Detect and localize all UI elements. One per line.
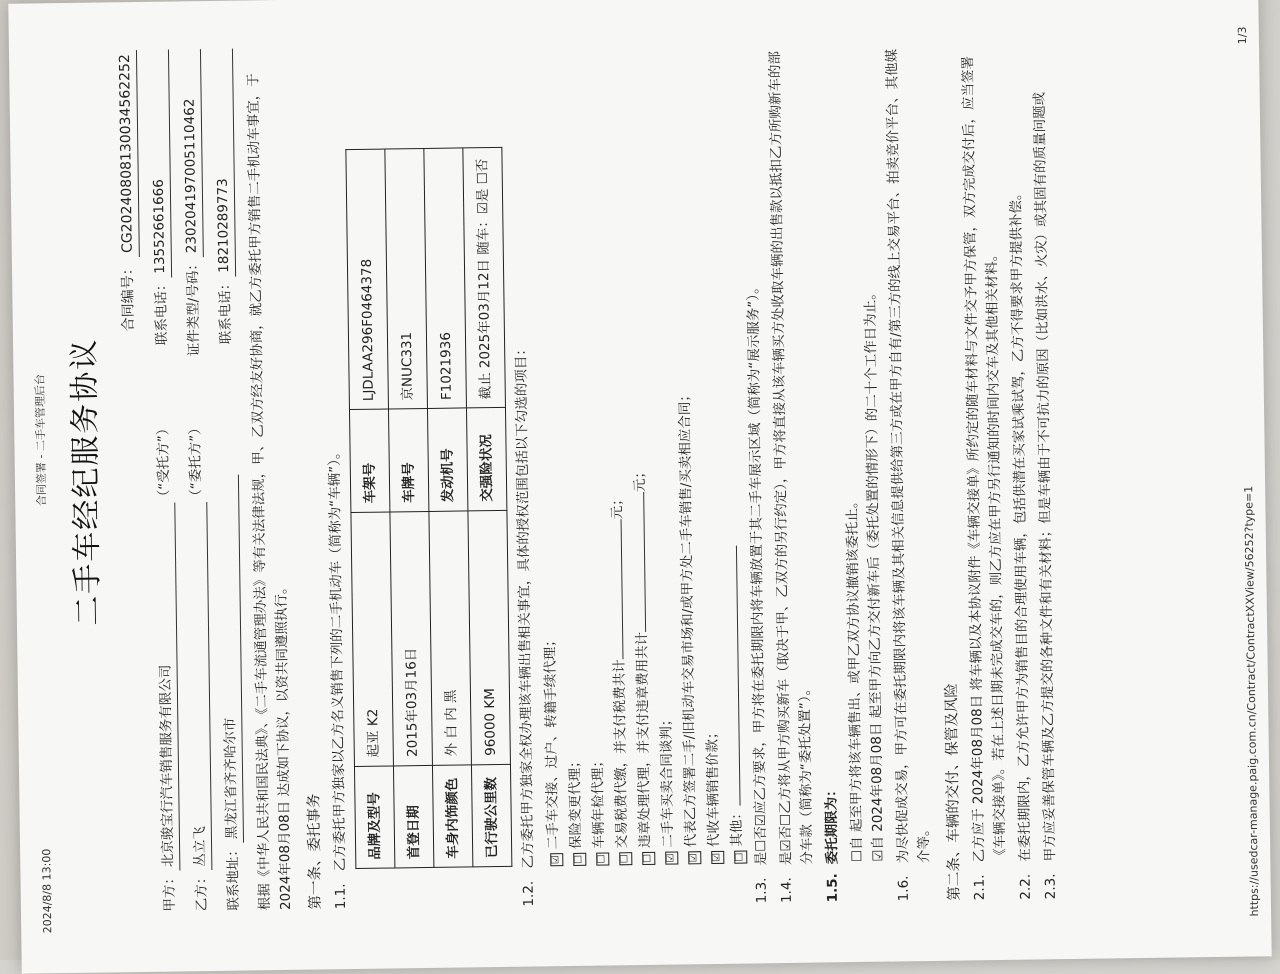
print-header	[27, 31, 57, 933]
table-row: 品牌及型号 起亚 K2 车架号 LJDLAA296F0464378	[346, 149, 395, 868]
table-row: 已行驶公里数 96000 KM 交强险状况 截止 2025年03月12日 随车：☑是 ☐否	[463, 147, 512, 866]
contract-page	[8, 0, 1271, 974]
clause-2-2: 2.2. 在委托期限内，乙方允许甲方为销售目的合理使用车辆，包括供潜在买家试乘试驾，乙方不得要求甲方提供补偿。	[1008, 186, 1035, 900]
party-a-row: 甲方： 北京骏宝行汽车销售服务有限公司 （“受托方”） 联系电话： 13552661666	[147, 50, 181, 912]
option-item: ☐交易税费代缴，并支付税费共计元；	[601, 43, 633, 865]
option-list	[532, 42, 748, 907]
clause-2-3: 2.3. 甲方应妥善保管车辆及乙方提交的各种文件和有关材料；但是车辆由于不可抗力的原因（比如洪水、火灾）或其固有的质量问题或	[1031, 91, 1059, 900]
option-item: ☐违章处理代理，并支付违章费用共计元；	[624, 43, 656, 865]
party-a-phone: 13552661666	[147, 50, 172, 278]
option-item: ☐保险变更代理；	[555, 44, 587, 866]
table-row: 首登日期 2015年03月16日 车牌号 京NUC331	[385, 148, 434, 867]
clause-1-6: 1.6. 为尽快促成交易，甲方可在委托期限内将该车辆及其相关信息提供给第三方或在甲方自有/第三方的线上交易平台、拍卖竞价平台、其他媒介等。	[883, 48, 933, 902]
vehicle-info-table	[346, 147, 513, 869]
checkbox: ☐	[573, 853, 586, 866]
checkbox: ☑	[665, 852, 678, 865]
option-item: ☑二手车买卖合同谈判；	[647, 43, 679, 865]
print-site-title: 合同签署 - 二手车管理后台	[33, 373, 49, 507]
checkbox: ☐	[734, 851, 747, 864]
party-b-id: 230204197005110462	[179, 49, 204, 257]
address-row: 联系地址： 黑龙江省齐齐哈尔市 联系电话： 18210289773	[211, 49, 245, 911]
term-option-b: ☑自 2024年08月08日 起至甲方向乙方交付新车后（委托处置的情形下）的二十个工作日为止。	[862, 286, 887, 862]
print-datetime: 2024/8/8 13:00	[40, 848, 55, 934]
clause-1-2: 1.2. 乙方委托甲方独家全权办理该车辆出售相关事宜，具体的授权范围包括以下勾选的项目：	[513, 342, 538, 907]
checkbox: ☑	[550, 853, 563, 866]
option-item: ☑二手车交接、过户、转籍手续代理；	[532, 44, 564, 866]
print-footer	[1234, 26, 1263, 916]
clause-2-1: 2.1. 乙方应于 2024年08月08日 将车辆以及本协议附件《车辆交接单》所约定的随车材料与文件交予甲方保管，双方完成交付后，应当签署《车辆交接单》。若在上述日期未完成交车的，则乙方应在甲方另行通知的时间内交车及其他相关材料。	[960, 55, 1009, 901]
article-2-title: 第二条、车辆的交付、保管及风险	[943, 683, 963, 901]
contract-number: 合同编号： CG20240808130034562252	[114, 50, 149, 912]
clause-1-4: 1.4. 是☑否☐乙方将从甲方购买新车（取决于甲、乙双方的另行约定），甲方将直接从该车辆买方处收取车辆的出售款以抵扣乙方所购新车的部分车款（简称为“委托处置”）。	[767, 50, 816, 904]
party-a-name: 北京骏宝行汽车销售服务有限公司	[154, 503, 181, 871]
party-b-name: 丛立飞	[185, 503, 212, 871]
checkbox: ☑	[711, 851, 724, 864]
clause-1-1: 1.1. 乙方委托甲方独家以乙方名义销售下列的二手机动车（简称为“车辆”）。	[326, 445, 350, 910]
address-value: 黑龙江省齐齐哈尔市	[217, 475, 244, 843]
checkbox: ☐	[619, 852, 632, 865]
preamble: 根据《中华人民共和国民法典》、《二手车流通管理办法》等有关法律法规，甲、乙双方经友好协商，就乙方委托甲方销售二手机动车事宜，于 2024年08月08日 达成如下协议，以资共同遵照执行。	[245, 73, 294, 911]
contract-number-value: CG20240808130034562252	[114, 50, 140, 257]
option-item: ☐车辆年检代理；	[578, 44, 610, 866]
document-title: 二手车经纪服务协议	[67, 337, 107, 626]
clause-1-5: 1.5. 委托期限为：	[823, 783, 842, 903]
checkbox: ☐	[596, 852, 609, 865]
option-item: ☐其他：	[715, 42, 747, 864]
option-item: ☑代收车辆销售价款；	[693, 42, 725, 864]
article-1-title: 第一条、委托事务	[306, 793, 324, 910]
table-row: 车身内饰颜色 外 白 内 黑 发动机号 F1021936	[424, 148, 473, 867]
page-number: 1/3	[1235, 26, 1249, 45]
term-option-a: ☐自 起至甲方将该车辆售出、或甲乙双方协议撤销该委托止。	[844, 494, 866, 863]
checkbox: ☐	[642, 852, 655, 865]
clause-1-3: 1.3. 是☐否☑应乙方要求，甲方将在委托期限内将车辆放置于其二手车展示区域（简称为“展示服务”）。	[745, 280, 771, 904]
address-phone: 18210289773	[211, 49, 236, 277]
checkbox: ☑	[688, 851, 701, 864]
footer-url: https://usedcar-manage.paig.com.cn/Contract/ContractXXView/56252?type=1	[1242, 485, 1262, 917]
party-b-row: 乙方： 丛立飞 （“委托方”） 证件类型/号码： 230204197005110462	[179, 49, 213, 911]
option-item: ☑代表乙方签署二手/旧机动车交易市场和/或甲方处二手车销售/买卖相应合同；	[670, 42, 702, 864]
